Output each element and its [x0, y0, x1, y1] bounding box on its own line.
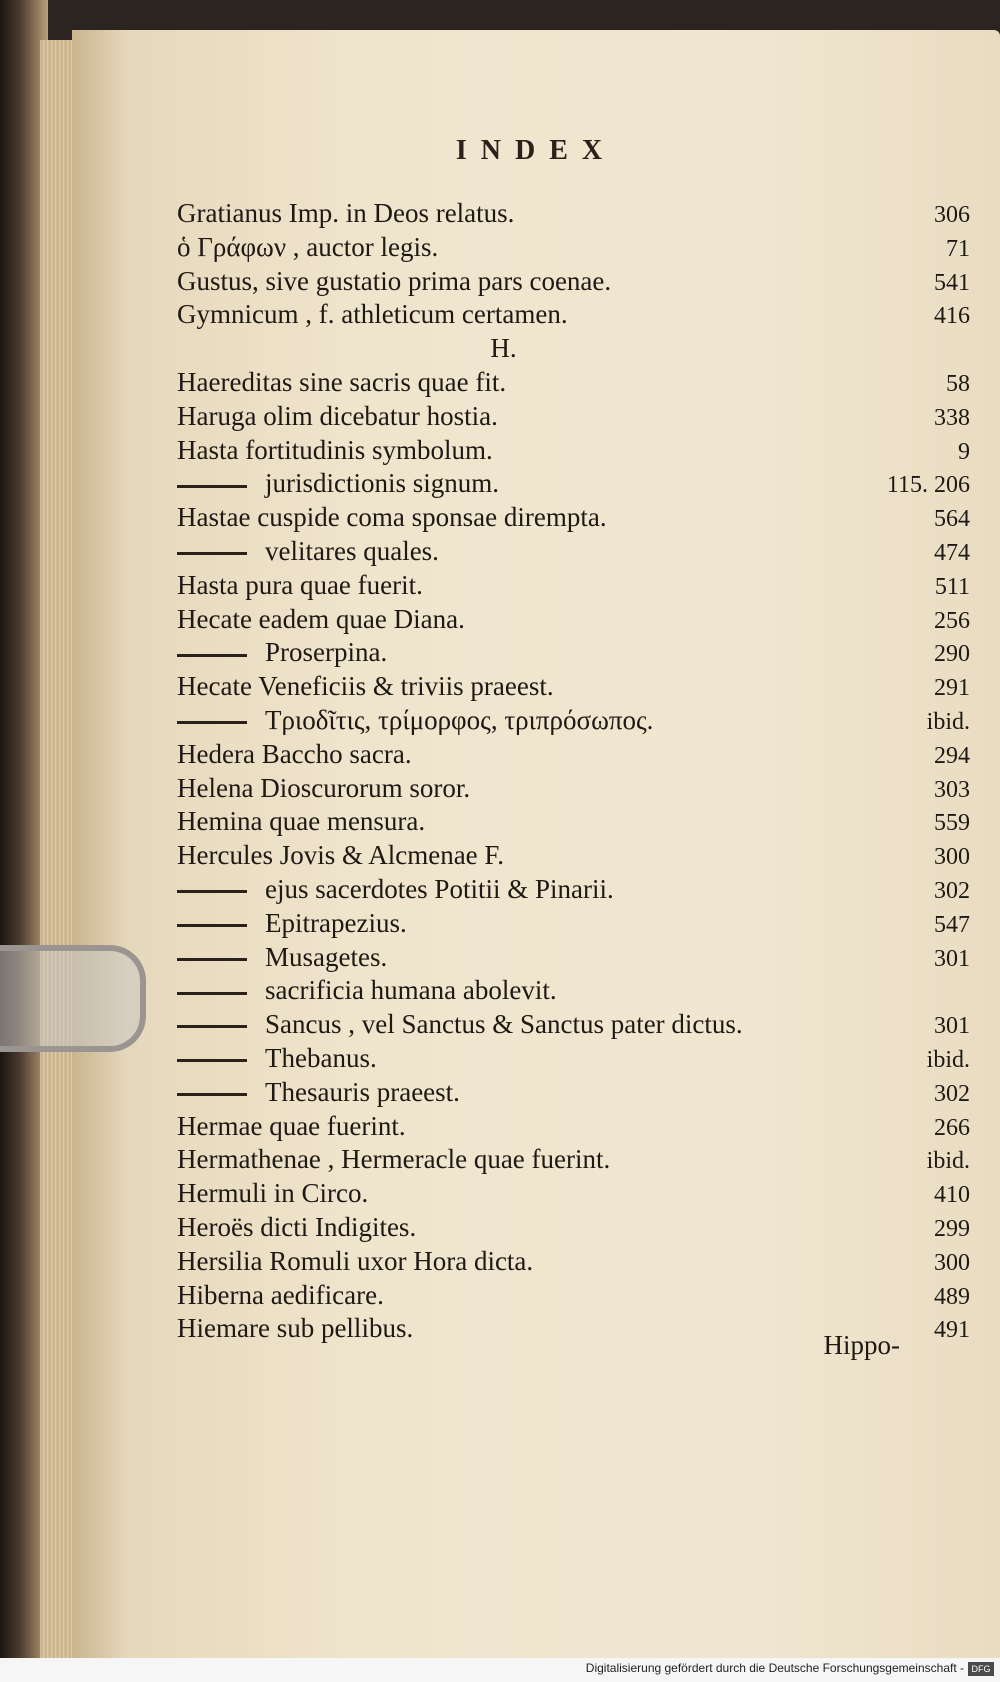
entry-page: 338 [934, 404, 970, 431]
ditto-dash [177, 924, 247, 927]
entry-label: Hemina quae mensura. [177, 806, 426, 837]
entry-page: 71 [946, 235, 970, 262]
entry-text [177, 570, 830, 601]
index-entry [177, 570, 970, 604]
entry-label: Hedera Baccho sacra. [177, 738, 412, 769]
catchword: Hippo- [823, 1330, 900, 1360]
index-entry [177, 333, 970, 367]
index-entries [177, 198, 970, 1347]
entry-page: 290 [934, 641, 970, 668]
entry-page: 115. 206 [886, 472, 970, 499]
entry-text [177, 401, 830, 432]
ditto-dash [177, 890, 247, 893]
entry-text [177, 1246, 830, 1277]
index-entry [177, 671, 970, 705]
entry-label: Hecate eadem quae Diana. [177, 603, 465, 634]
entry-label: Haruga olim dicebatur hostia. [177, 400, 498, 431]
index-entry [177, 1111, 970, 1145]
entry-text [177, 874, 830, 905]
entry-page: 564 [934, 506, 970, 533]
index-entry [177, 773, 970, 807]
entry-text [177, 942, 830, 973]
entry-label: sacrificia humana abolevit. [265, 975, 557, 1006]
ditto-dash [177, 721, 247, 724]
dfg-logo: DFG [968, 1662, 994, 1676]
index-entry [177, 908, 970, 942]
entry-page: 294 [934, 742, 970, 769]
entry-label: Thesauris praeest. [265, 1076, 460, 1107]
entry-label: Helena Dioscurorum soror. [177, 772, 471, 803]
entry-page: ibid. [926, 708, 970, 735]
entry-text [177, 367, 830, 398]
entry-page: 489 [934, 1283, 970, 1310]
index-entry [177, 536, 970, 570]
entry-text [177, 671, 830, 702]
entry-text [177, 468, 830, 499]
entry-page: 9 [958, 438, 970, 465]
entry-label: Epitrapezius. [265, 907, 407, 938]
entry-page: 410 [934, 1182, 970, 1209]
index-entry [177, 266, 970, 300]
entry-label: ejus sacerdotes Potitii & Pinarii. [265, 873, 614, 904]
entry-label: ὁ Γράφων , auctor legis. [177, 231, 439, 262]
entry-label: Hasta fortitudinis symbolum. [177, 434, 493, 465]
index-entry [177, 604, 970, 638]
entry-label: H. [490, 333, 517, 364]
entry-page: 301 [934, 1013, 970, 1040]
ditto-dash [177, 1025, 247, 1028]
entry-page: 491 [934, 1317, 970, 1344]
index-entry [177, 1009, 970, 1043]
entry-page: 541 [934, 269, 970, 296]
entry-page: 266 [934, 1114, 970, 1141]
entry-text [177, 1178, 830, 1209]
index-entry [177, 975, 970, 1009]
entry-page: 256 [934, 607, 970, 634]
entry-label: Hiemare sub pellibus. [177, 1313, 414, 1344]
footer-bar [0, 1658, 1000, 1682]
entry-page: ibid. [926, 1046, 970, 1073]
index-entry [177, 806, 970, 840]
entry-text [177, 333, 830, 364]
index-entry [177, 1077, 970, 1111]
entry-text [177, 1144, 830, 1175]
index-entry [177, 435, 970, 469]
entry-text [177, 435, 830, 466]
index-entry [177, 840, 970, 874]
entry-text [177, 840, 830, 871]
entry-label: Sancus , vel Sanctus & Sanctus pater dictus. [265, 1009, 743, 1040]
index-entry [177, 637, 970, 671]
entry-text [177, 975, 830, 1006]
index-entry [177, 198, 970, 232]
entry-text [177, 739, 830, 770]
entry-page: ibid. [926, 1148, 970, 1175]
entry-text [177, 1313, 830, 1344]
ditto-dash [177, 485, 247, 488]
entry-page: 547 [934, 911, 970, 938]
index-entry [177, 299, 970, 333]
page-clip [0, 945, 146, 1052]
entry-label: Hiberna aedificare. [177, 1279, 384, 1310]
index-entry [177, 1144, 970, 1178]
entry-page: 303 [934, 776, 970, 803]
entry-text [177, 232, 830, 263]
entry-page: 306 [934, 202, 970, 228]
entry-label: Τριοδῖτις, τρίμορφος, τριπρόσωπος. [265, 704, 654, 735]
entry-label: Hersilia Romuli uxor Hora dicta. [177, 1245, 534, 1276]
entry-label: Hercules Jovis & Alcmenae F. [177, 840, 505, 871]
entry-text [177, 502, 830, 533]
entry-text [177, 1111, 830, 1142]
entry-label: Gustus, sive gustatio prima pars coenae. [177, 265, 612, 296]
ditto-dash [177, 1059, 247, 1062]
entry-text [177, 1077, 830, 1108]
entry-page: 300 [934, 1249, 970, 1276]
index-entry [177, 1280, 970, 1314]
index-entry [177, 468, 970, 502]
index-entry [177, 705, 970, 739]
entry-label: Hecate Veneficiis & triviis praeest. [177, 671, 554, 702]
entry-label: Thebanus. [265, 1042, 377, 1073]
entry-text [177, 198, 830, 229]
entry-page: 299 [934, 1215, 970, 1242]
entry-page: 300 [934, 844, 970, 871]
ditto-dash [177, 654, 247, 657]
entry-label: Hermathenae , Hermeracle quae fuerint. [177, 1144, 611, 1175]
entry-text [177, 773, 830, 804]
index-entry [177, 874, 970, 908]
entry-page: 559 [934, 810, 970, 837]
page-header: INDEX [455, 135, 617, 166]
entry-label: Heroës dicti Indigites. [177, 1211, 417, 1242]
entry-page: 301 [934, 945, 970, 972]
ditto-dash [177, 552, 247, 555]
entry-label: Hermae quae fuerint. [177, 1110, 406, 1141]
ditto-dash [177, 1093, 247, 1096]
entry-text [177, 299, 830, 330]
entry-page: 474 [934, 539, 970, 566]
entry-page: 291 [934, 675, 970, 702]
index-entry [177, 367, 970, 401]
index-entry [177, 739, 970, 773]
index-entry [177, 1212, 970, 1246]
entry-label: jurisdictionis signum. [265, 468, 500, 499]
entry-label: Hastae cuspide coma sponsae dirempta. [177, 502, 607, 533]
entry-label: Hermuli in Circo. [177, 1178, 369, 1209]
index-entry [177, 502, 970, 536]
ditto-dash [177, 992, 247, 995]
entry-text [177, 637, 830, 668]
ditto-dash [177, 958, 247, 961]
entry-text [177, 604, 830, 635]
entry-page: 511 [934, 573, 970, 600]
entry-page: 302 [934, 1080, 970, 1107]
entry-label: Gymnicum , f. athleticum certamen. [177, 299, 568, 330]
index-entry [177, 1246, 970, 1280]
entry-text [177, 1212, 830, 1243]
entry-label: Hasta pura quae fuerit. [177, 569, 423, 600]
entry-text [177, 908, 830, 939]
entry-text [177, 1280, 830, 1311]
entry-label: Musagetes. [265, 941, 388, 972]
entry-text [177, 705, 830, 736]
index-entry [177, 942, 970, 976]
entry-text [177, 1009, 830, 1040]
entry-page: 416 [934, 303, 970, 330]
footer-credit: Digitalisierung gefördert durch die Deutsche Forschungsgemeinschaft - [585, 1661, 964, 1675]
index-entry [177, 401, 970, 435]
index-entry [177, 1178, 970, 1212]
entry-text [177, 806, 830, 837]
entry-label: Proserpina. [265, 637, 388, 668]
book-page [72, 30, 1000, 1658]
entry-label: Haereditas sine sacris quae fit. [177, 366, 507, 397]
entry-label: Gratianus Imp. in Deos relatus. [177, 198, 515, 228]
index-entry [177, 1043, 970, 1077]
entry-page: 302 [934, 877, 970, 904]
index-entry [177, 232, 970, 266]
entry-page: 58 [946, 370, 970, 397]
entry-text [177, 266, 830, 297]
entry-text [177, 536, 830, 567]
entry-label: velitares quales. [265, 535, 439, 566]
entry-text [177, 1043, 830, 1074]
